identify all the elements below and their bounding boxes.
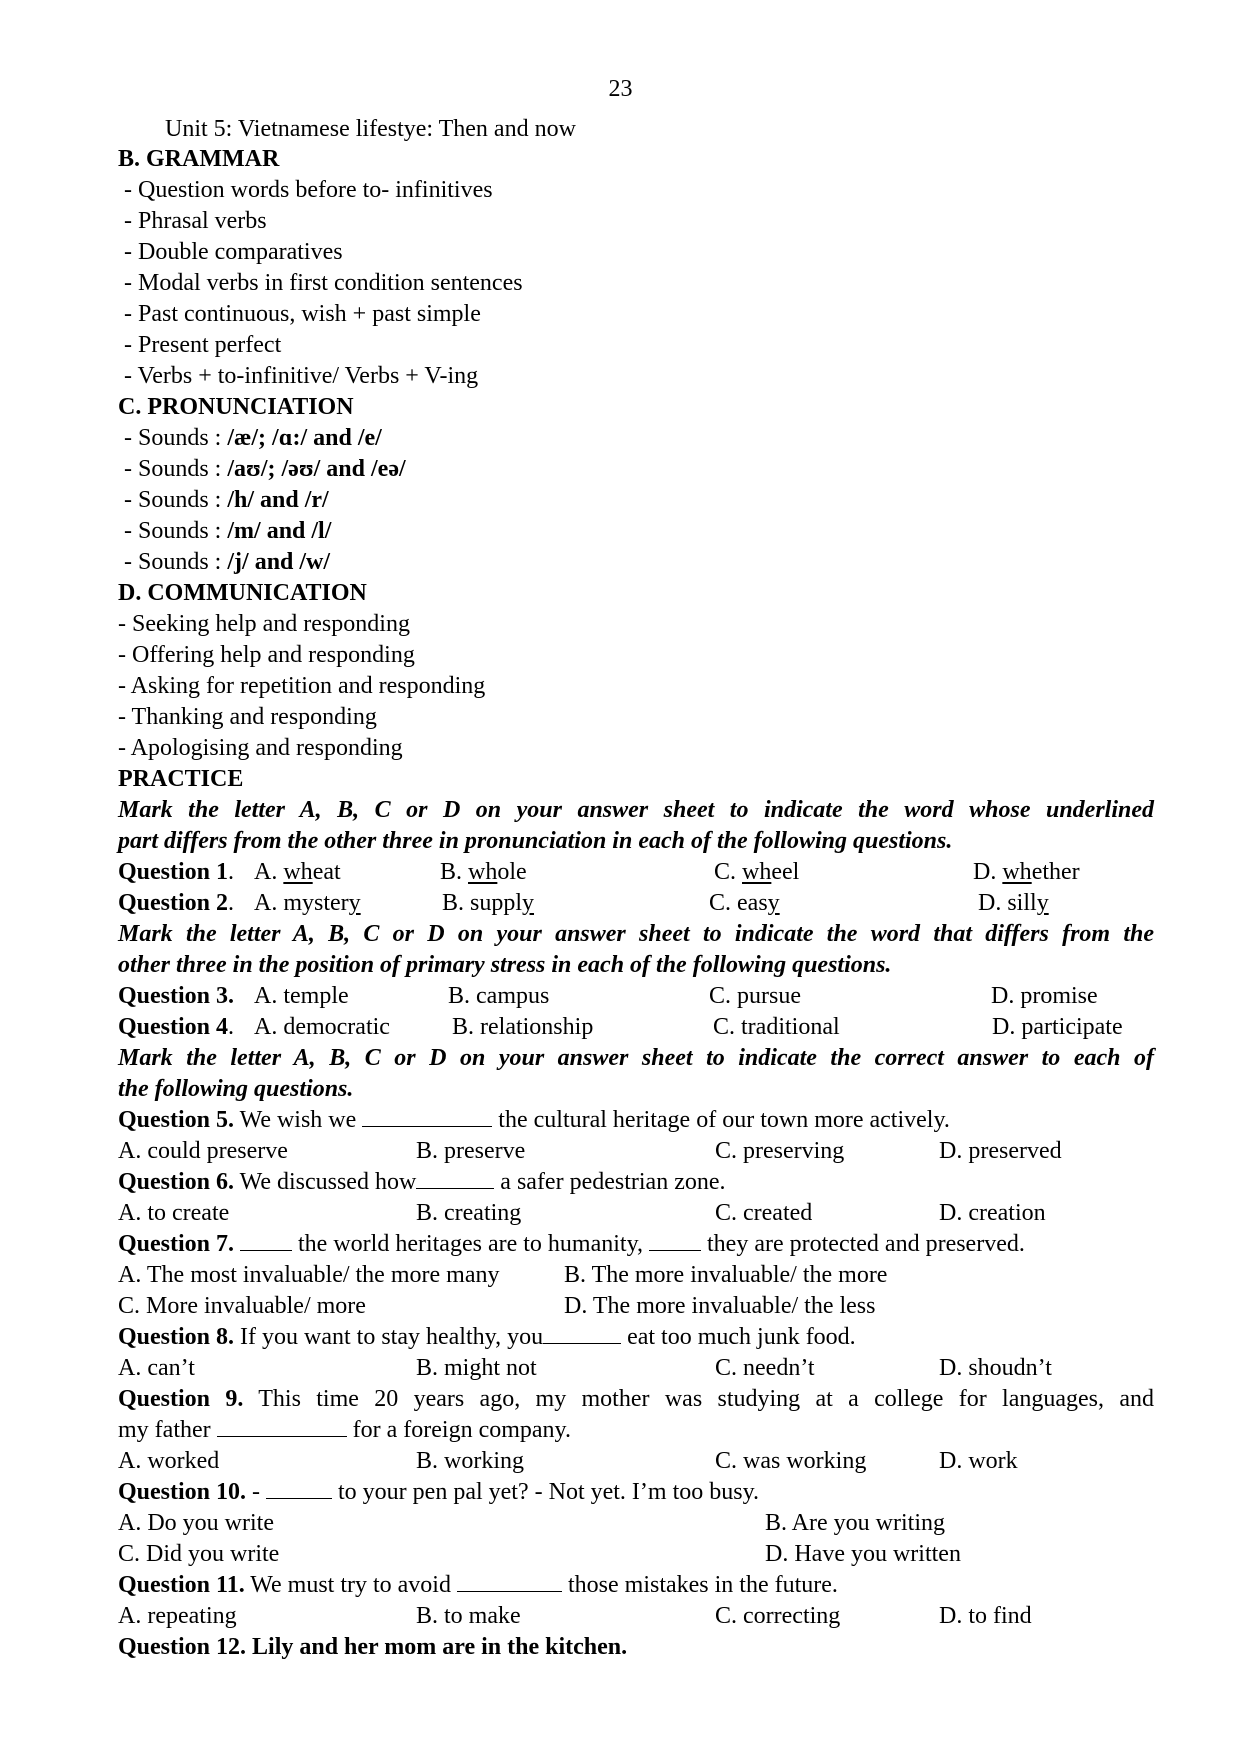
underlined-part: wh bbox=[1002, 859, 1032, 885]
option-a: A. repeating bbox=[118, 1603, 237, 1629]
option-a: A. wheat bbox=[254, 859, 341, 885]
answer-blank bbox=[240, 1230, 292, 1251]
option-b: B. The more invaluable/ the more bbox=[564, 1262, 888, 1288]
option-c: C. easy bbox=[709, 890, 780, 916]
option-b: B. relationship bbox=[452, 1014, 594, 1040]
option-b: B. Are you writing bbox=[765, 1510, 945, 1536]
answer-blank bbox=[416, 1168, 494, 1189]
instruction-correct-answer: the following questions. bbox=[118, 1076, 354, 1102]
question-6: Question 6. We discussed how a safer pedestrian zone. bbox=[118, 1169, 726, 1195]
option-c: C. needn’t bbox=[715, 1355, 815, 1381]
sounds-value: /h/ and /r/ bbox=[227, 487, 329, 513]
option-d: D. creation bbox=[939, 1200, 1046, 1226]
question-label: Question 9. bbox=[118, 1386, 244, 1412]
option-b: B. whole bbox=[440, 859, 527, 885]
option-a: A. can’t bbox=[118, 1355, 195, 1381]
practice-heading: PRACTICE bbox=[118, 766, 244, 792]
option-d: D. The more invaluable/ the less bbox=[564, 1293, 876, 1319]
instruction-pronunciation: Mark the letter A, B, C or D on your answer sheet to indicate the word whose underlined bbox=[118, 797, 1154, 823]
question-10: Question 10. - to your pen pal yet? - Not yet. I’m too busy. bbox=[118, 1479, 760, 1505]
page-number: 23 bbox=[608, 76, 633, 102]
question-label: Question 7. bbox=[118, 1231, 235, 1257]
underlined-part: wh bbox=[283, 859, 313, 885]
communication-item: - Apologising and responding bbox=[118, 735, 403, 761]
communication-item: - Thanking and responding bbox=[118, 704, 377, 730]
sounds-prefix: - Sounds : bbox=[124, 425, 228, 451]
question-9: Question 9. This time 20 years ago, my mother was studying at a college for languages, and bbox=[118, 1386, 1155, 1412]
option-b: B. creating bbox=[416, 1200, 522, 1226]
option-c: C. was working bbox=[715, 1448, 867, 1474]
question-label: Question 10. bbox=[118, 1479, 247, 1505]
option-b: B. working bbox=[416, 1448, 524, 1474]
option-b: B. campus bbox=[448, 983, 550, 1009]
instruction-correct-answer: Mark the letter A, B, C or D on your answer sheet to indicate the correct answer to each of bbox=[118, 1045, 1154, 1071]
underlined-part: wh bbox=[468, 859, 498, 885]
question-label: Question 5. bbox=[118, 1107, 235, 1133]
option-b: B. supply bbox=[442, 890, 535, 916]
grammar-item: - Verbs + to-infinitive/ Verbs + V-ing bbox=[124, 363, 479, 389]
underlined-part: y bbox=[348, 890, 361, 916]
question-label: Question 6. bbox=[118, 1169, 235, 1195]
option-d: D. silly bbox=[978, 890, 1049, 916]
sounds-prefix: - Sounds : bbox=[124, 487, 228, 513]
sounds-value: /j/ and /w/ bbox=[227, 549, 331, 575]
option-c: C. correcting bbox=[715, 1603, 841, 1629]
option-d: D. to find bbox=[939, 1603, 1032, 1629]
pronunciation-item bbox=[124, 485, 329, 516]
option-d: D. shoudn’t bbox=[939, 1355, 1052, 1381]
question-3 bbox=[118, 981, 1098, 1012]
underlined-part: y bbox=[1036, 890, 1049, 916]
instruction-stress: other three in the position of primary stress in each of the following questions. bbox=[118, 952, 892, 978]
unit-title: Unit 5: Vietnamese lifestye: Then and now bbox=[165, 116, 576, 142]
answer-blank bbox=[362, 1106, 492, 1127]
question-8: Question 8. If you want to stay healthy, you eat too much junk food. bbox=[118, 1324, 856, 1350]
option-a: A. The most invaluable/ the more many bbox=[118, 1262, 500, 1288]
option-c: C. More invaluable/ more bbox=[118, 1293, 366, 1319]
instruction-pronunciation: part differs from the other three in pronunciation in each of the following questions. bbox=[118, 828, 953, 854]
option-b: B. preserve bbox=[416, 1138, 526, 1164]
sounds-prefix: - Sounds : bbox=[124, 456, 228, 482]
question-5: Question 5. We wish we the cultural heritage of our town more actively. bbox=[118, 1107, 950, 1133]
sounds-prefix: - Sounds : bbox=[124, 549, 228, 575]
option-d: D. participate bbox=[992, 1014, 1123, 1040]
grammar-heading: B. GRAMMAR bbox=[118, 146, 280, 172]
option-b: B. might not bbox=[416, 1355, 537, 1381]
option-a: A. could preserve bbox=[118, 1138, 288, 1164]
pronunciation-item bbox=[124, 516, 331, 547]
option-a: A. to create bbox=[118, 1200, 230, 1226]
option-d: D. work bbox=[939, 1448, 1018, 1474]
grammar-item: - Double comparatives bbox=[124, 239, 343, 265]
option-c: C. Did you write bbox=[118, 1541, 280, 1567]
option-c: C. wheel bbox=[714, 859, 800, 885]
answer-blank bbox=[457, 1571, 562, 1592]
option-d: D. promise bbox=[991, 983, 1098, 1009]
option-c: C. pursue bbox=[709, 983, 801, 1009]
option-d: D. preserved bbox=[939, 1138, 1062, 1164]
option-b: B. to make bbox=[416, 1603, 521, 1629]
question-label: Question 3. bbox=[118, 983, 235, 1009]
instruction-stress: Mark the letter A, B, C or D on your answer sheet to indicate the word that differs from the bbox=[118, 921, 1154, 947]
sounds-value: /aʊ/; /əʊ/ and /eə/ bbox=[227, 456, 406, 482]
grammar-item: - Question words before to- infinitives bbox=[124, 177, 493, 203]
grammar-item: - Past continuous, wish + past simple bbox=[124, 301, 481, 327]
answer-blank bbox=[266, 1478, 332, 1499]
answer-blank bbox=[649, 1230, 701, 1251]
pronunciation-item bbox=[124, 454, 406, 485]
question-label: Question 2 bbox=[118, 890, 229, 916]
option-a: A. democratic bbox=[254, 1014, 390, 1040]
communication-heading: D. COMMUNICATION bbox=[118, 580, 367, 606]
answer-blank bbox=[543, 1323, 621, 1344]
communication-item: - Asking for repetition and responding bbox=[118, 673, 486, 699]
sounds-value: /m/ and /l/ bbox=[227, 518, 332, 544]
sounds-prefix: - Sounds : bbox=[124, 518, 228, 544]
option-a: A. Do you write bbox=[118, 1510, 274, 1536]
option-c: C. traditional bbox=[713, 1014, 840, 1040]
option-d: D. Have you written bbox=[765, 1541, 961, 1567]
question-4: Question 4. A. democratic B. relationship C. traditional D. participate bbox=[118, 1012, 234, 1043]
option-a: A. worked bbox=[118, 1448, 220, 1474]
pronunciation-item bbox=[124, 547, 330, 578]
grammar-item: - Present perfect bbox=[124, 332, 282, 358]
option-a: A. mystery bbox=[254, 890, 361, 916]
sounds-value: /æ/; /ɑ:/ and /e/ bbox=[227, 425, 382, 451]
underlined-part: y bbox=[767, 890, 780, 916]
answer-blank bbox=[217, 1416, 347, 1437]
communication-item: - Seeking help and responding bbox=[118, 611, 410, 637]
pronunciation-item bbox=[124, 423, 382, 454]
question-11: Question 11. We must try to avoid those mistakes in the future. bbox=[118, 1572, 838, 1598]
underlined-part: y bbox=[522, 890, 535, 916]
question-9-line-2: my father for a foreign company. bbox=[118, 1417, 571, 1443]
question-label: Question 8. bbox=[118, 1324, 235, 1350]
question-label: Question 1 bbox=[118, 859, 229, 885]
option-c: C. created bbox=[715, 1200, 813, 1226]
grammar-item: - Modal verbs in first condition sentences bbox=[124, 270, 523, 296]
question-label: Question 4 bbox=[118, 1014, 229, 1040]
pronunciation-heading: C. PRONUNCIATION bbox=[118, 394, 354, 420]
question-1: Question 1. A. wheat B. whole C. wheel D. whether bbox=[118, 857, 234, 888]
underlined-part: wh bbox=[742, 859, 772, 885]
option-d: D. whether bbox=[973, 859, 1080, 885]
question-7: Question 7. the world heritages are to humanity, they are protected and preserved. bbox=[118, 1231, 1025, 1257]
grammar-item: - Phrasal verbs bbox=[124, 208, 267, 234]
communication-item: - Offering help and responding bbox=[118, 642, 415, 668]
question-12: Question 12. Lily and her mom are in the kitchen. bbox=[118, 1634, 628, 1660]
question-2: Question 2. A. mystery B. supply C. easy D. silly bbox=[118, 888, 234, 919]
option-c: C. preserving bbox=[715, 1138, 845, 1164]
option-a: A. temple bbox=[254, 983, 349, 1009]
question-label: Question 11. bbox=[118, 1572, 245, 1598]
